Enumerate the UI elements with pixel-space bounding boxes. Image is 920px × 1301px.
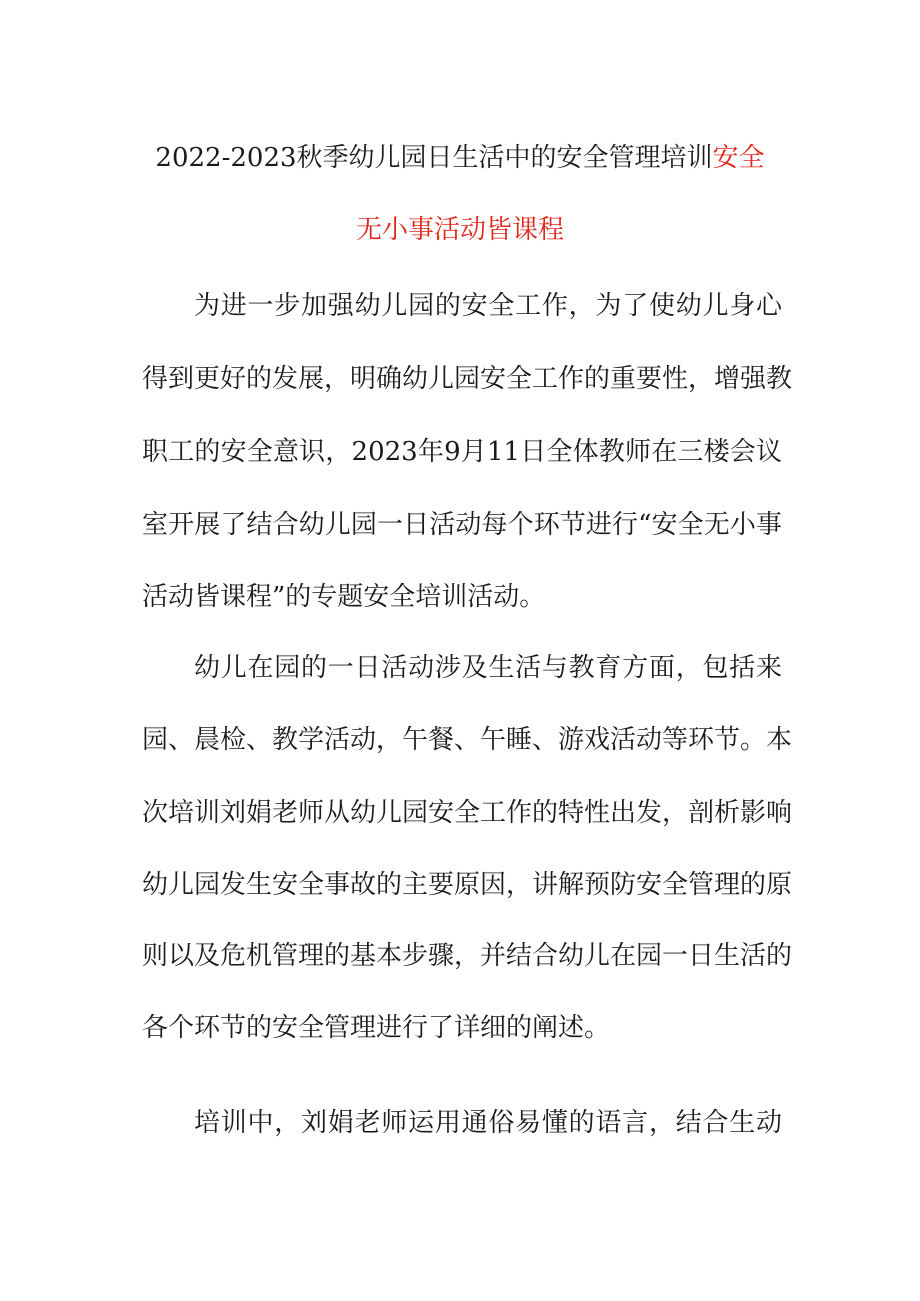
paragraph-1-line-2: 得到更好的发展，明确幼儿园安全工作的重要性，增强教 xyxy=(142,364,793,394)
paragraph-2-line-3: 次培训刘娟老师从幼儿园安全工作的特性出发，剖析影响 xyxy=(142,798,793,828)
paragraph-1-line-5: 活动皆课程”的专题安全培训活动。 xyxy=(142,582,546,612)
paragraph-1-line-3: 职工的安全意识，2023年9月11日全体教师在三楼会议 xyxy=(142,437,782,467)
title-red-text-1: 安全 xyxy=(712,143,765,173)
document-title-line-2: 无小事活动皆课程 xyxy=(355,215,564,245)
title-black-text: 2022-2023秋季幼儿园日生活中的安全管理培训 xyxy=(155,143,713,173)
paragraph-2-line-6: 各个环节的安全管理进行了详细的阐述。 xyxy=(142,1013,611,1043)
paragraph-2-line-2: 园、晨检、教学活动，午餐、午睡、游戏活动等环节。本 xyxy=(142,725,793,755)
document-title-line-1 xyxy=(0,142,920,174)
paragraph-2-line-5: 则以及危机管理的基本步骤，并结合幼儿在园一日生活的 xyxy=(142,941,793,971)
paragraph-2-line-4: 幼儿园发生安全事故的主要原因，讲解预防安全管理的原 xyxy=(142,870,793,900)
paragraph-2-line-1: 幼儿在园的一日活动涉及生活与教育方面，包括来 xyxy=(194,653,782,683)
paragraph-3-line-1: 培训中，刘娟老师运用通俗易懂的语言，结合生动 xyxy=(194,1108,782,1138)
paragraph-1-line-1: 为进一步加强幼儿园的安全工作，为了使幼儿身心 xyxy=(194,291,782,321)
paragraph-1-line-4: 室开展了结合幼儿园一日活动每个环节进行“安全无小事 xyxy=(142,510,782,540)
